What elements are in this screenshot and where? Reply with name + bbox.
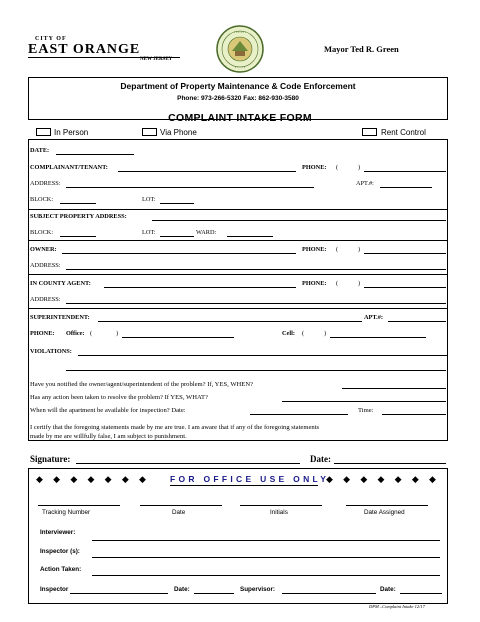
inspector-date-field[interactable] <box>194 593 234 594</box>
action-taken-field[interactable] <box>92 575 440 576</box>
svg-text:• • • • • •: • • • • • • <box>233 30 247 34</box>
supervisor-date-field[interactable] <box>400 593 442 594</box>
ward-field[interactable] <box>227 236 273 237</box>
owner-phone-field[interactable] <box>364 253 446 254</box>
apt-label: APT.#: <box>356 180 374 187</box>
lot-field[interactable] <box>160 203 194 204</box>
tracking-number-label: Tracking Number <box>42 509 91 516</box>
in-person-label: In Person <box>54 128 89 137</box>
diamond-row-left: ◆ ◆ ◆ ◆ ◆ ◆ ◆ <box>36 474 150 484</box>
super-phone-label: PHONE: <box>30 330 55 337</box>
inspection-time-label: Time: <box>358 407 374 414</box>
complainant-phone-label: PHONE: <box>302 164 327 171</box>
subject-block-field[interactable] <box>60 236 96 237</box>
paren-close: ) <box>358 280 361 287</box>
action-what-field[interactable] <box>282 401 446 402</box>
via-phone-label: Via Phone <box>160 128 197 137</box>
owner-label: OWNER: <box>30 246 57 253</box>
paren-open: ( <box>90 330 93 337</box>
super-apt-label: APT.#: <box>364 314 383 321</box>
inspectors-field[interactable] <box>92 557 440 558</box>
paren-open: ( <box>302 330 305 337</box>
date-label: DATE: <box>30 147 50 154</box>
date-assigned-label: Date Assigned <box>364 509 405 516</box>
super-apt-field[interactable] <box>388 321 446 322</box>
owner-phone-label: PHONE: <box>302 246 327 253</box>
agent-phone-field[interactable] <box>364 287 446 288</box>
interviewer-field[interactable] <box>92 540 440 541</box>
form-footer: DPM –Complaint Intake 12/17 <box>369 604 425 609</box>
signature-date-label: Date: <box>310 454 331 464</box>
subject-lot-field[interactable] <box>160 236 194 237</box>
block-label: BLOCK: <box>30 196 54 203</box>
section-divider <box>28 274 448 275</box>
inspection-date-field[interactable] <box>250 414 348 415</box>
paren-close: ) <box>324 330 327 337</box>
in-person-checkbox[interactable] <box>36 128 51 136</box>
apt-field[interactable] <box>380 187 432 188</box>
owner-address-label: ADDRESS: <box>30 262 61 269</box>
paren-close: ) <box>358 246 361 253</box>
violations-field[interactable] <box>78 355 448 356</box>
agent-phone-label: PHONE: <box>302 280 327 287</box>
logo-city-name: EAST ORANGE <box>28 42 141 57</box>
signature-label: Signature: <box>30 454 71 464</box>
inspection-time-field[interactable] <box>382 414 446 415</box>
block-field[interactable] <box>60 203 96 204</box>
supervisor-label: Supervisor: <box>240 586 275 593</box>
office-phone-field[interactable] <box>122 337 234 338</box>
question-action: Has any action been taken to resolve the problem? If YES, WHAT? <box>30 394 208 401</box>
in-county-agent-field[interactable] <box>104 287 296 288</box>
complainant-address-label: ADDRESS: <box>30 180 61 187</box>
interviewer-label: Interviewer: <box>40 529 76 536</box>
signature-field[interactable] <box>76 463 300 464</box>
paren-close: ) <box>116 330 119 337</box>
violations-field-line2[interactable] <box>66 370 446 371</box>
city-seal-icon <box>215 24 265 74</box>
section-divider <box>28 240 448 241</box>
office-use-title: FOR OFFICE USE ONLY <box>170 474 330 484</box>
owner-field[interactable] <box>62 253 296 254</box>
paren-close: ) <box>358 164 361 171</box>
certification-line2: made by me are willfully false, I am subject to punishment. <box>30 433 187 440</box>
subject-property-label: SUBJECT PROPERTY ADDRESS: <box>30 213 127 220</box>
paren-open: ( <box>336 164 339 171</box>
paren-open: ( <box>336 280 339 287</box>
supervisor-date-label: Date: <box>380 586 396 593</box>
department-title: Department of Property Maintenance & Code Enforcement <box>120 81 356 91</box>
superintendent-label: SUPERINTENDENT: <box>30 314 90 321</box>
date-field[interactable] <box>56 154 134 155</box>
logo-state: NEW JERSEY <box>140 57 173 62</box>
cell-label: Cell: <box>282 330 295 337</box>
subject-block-label: BLOCK: <box>30 229 54 236</box>
section-divider <box>28 209 448 210</box>
superintendent-field[interactable] <box>98 321 362 322</box>
in-county-agent-label: IN COUNTY AGENT: <box>30 280 91 287</box>
svg-text:• • • • •: • • • • • <box>234 65 246 69</box>
agent-address-field[interactable] <box>66 303 446 304</box>
inspector-field[interactable] <box>70 593 168 594</box>
owner-address-field[interactable] <box>66 269 446 270</box>
section-divider <box>28 308 448 309</box>
inspector-date-label: Date: <box>174 586 190 593</box>
paren-open: ( <box>336 246 339 253</box>
initials-field[interactable] <box>240 505 322 506</box>
violations-label: VIOLATIONS: <box>30 348 72 355</box>
subject-property-field[interactable] <box>152 220 446 221</box>
office-date-field[interactable] <box>140 505 222 506</box>
office-title-underline <box>170 485 318 486</box>
office-use-box <box>28 468 448 604</box>
question-notified: Have you notified the owner/agent/superintendent of the problem? If, YES, WHEN? <box>30 381 254 388</box>
action-taken-label: Action Taken: <box>40 566 82 573</box>
complainant-label: COMPLAINANT/TENANT: <box>30 164 108 171</box>
signature-date-field[interactable] <box>334 463 446 464</box>
notified-when-field[interactable] <box>342 388 446 389</box>
question-inspection: When will the apartment be available for inspection? Date: <box>30 407 186 414</box>
diamond-row-right: ◆ ◆ ◆ ◆ ◆ ◆ ◆ <box>326 474 440 484</box>
cell-phone-field[interactable] <box>330 337 426 338</box>
department-phone: Phone: 973-266-5320 Fax: 862-930-3580 <box>177 95 299 102</box>
certification-line1: I certify that the foregoing statements made by me are true. I am aware that if any of the foregoing statements <box>30 424 320 431</box>
via-phone-checkbox[interactable] <box>142 128 157 136</box>
office-date-label: Date <box>172 509 186 516</box>
complainant-phone-field[interactable] <box>364 171 446 172</box>
tracking-number-field[interactable] <box>38 505 120 506</box>
agent-address-label: ADDRESS: <box>30 296 61 303</box>
rent-control-label: Rent Control <box>381 128 426 137</box>
mayor-name: Mayor Ted R. Green <box>324 44 399 54</box>
form-title: COMPLAINT INTAKE FORM <box>168 112 312 124</box>
office-label: Office: <box>66 330 85 337</box>
complainant-address-field[interactable] <box>66 187 314 188</box>
inspector-label: Inspector <box>40 586 69 593</box>
logo-city-of: CITY OF <box>35 36 67 42</box>
rent-control-checkbox[interactable] <box>362 128 377 136</box>
initials-label: Initials <box>270 509 288 516</box>
lot-label: LOT: <box>142 196 156 203</box>
inspectors-label: Inspector (s): <box>40 548 80 555</box>
date-assigned-field[interactable] <box>346 505 428 506</box>
ward-label: WARD: <box>196 229 217 236</box>
subject-lot-label: LOT: <box>142 229 156 236</box>
complainant-field[interactable] <box>118 171 296 172</box>
supervisor-field[interactable] <box>282 593 376 594</box>
